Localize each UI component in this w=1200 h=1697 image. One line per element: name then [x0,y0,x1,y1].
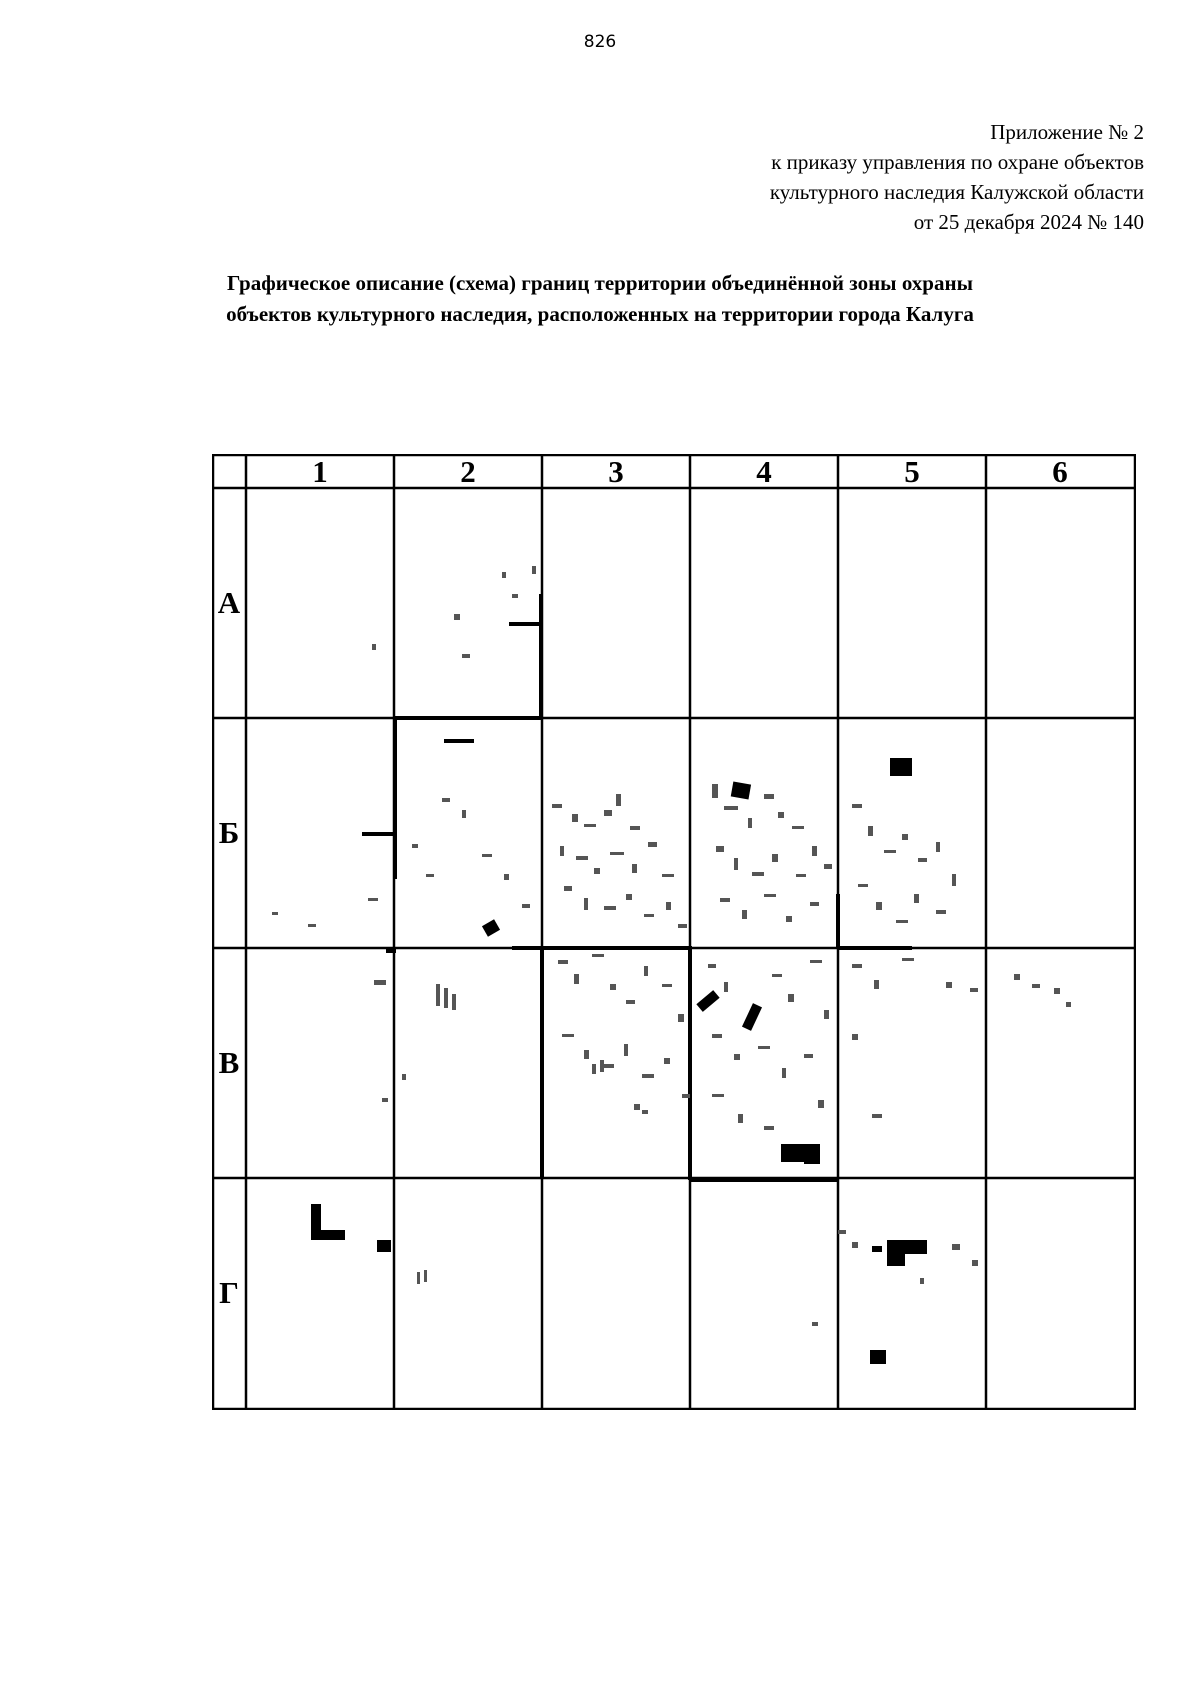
title-line: Графическое описание (схема) границ территории объединённой зоны охраны [227,271,973,295]
building-footprints [311,758,927,1364]
appendix-line: Приложение № 2 [990,120,1144,144]
column-label-4: 4 [756,454,772,489]
zone-boundary [362,594,912,1180]
column-label-5: 5 [904,454,920,489]
zone-scheme-map [212,454,1136,1410]
appendix-line: к приказу управления по охране объектов [771,150,1144,174]
row-label-a: А [217,585,241,620]
appendix-header [770,117,1144,237]
row-label-b: Б [218,815,240,850]
column-label-3: 3 [608,454,624,489]
page-number: 826 [583,32,617,52]
scheme-grid [212,454,1136,1410]
appendix-line: от 25 декабря 2024 № 140 [913,210,1144,234]
document-title [0,268,1200,330]
column-label-6: 6 [1052,454,1068,489]
appendix-line: культурного наследия Калужской области [769,180,1144,204]
row-label-g: Г [219,1275,239,1310]
column-label-1: 1 [312,454,328,489]
column-label-2: 2 [460,454,476,489]
title-line: объектов культурного наследия, расположенных на территории города Калуга [226,302,974,326]
grid-lines [213,455,1135,1409]
row-label-v: В [218,1045,240,1080]
